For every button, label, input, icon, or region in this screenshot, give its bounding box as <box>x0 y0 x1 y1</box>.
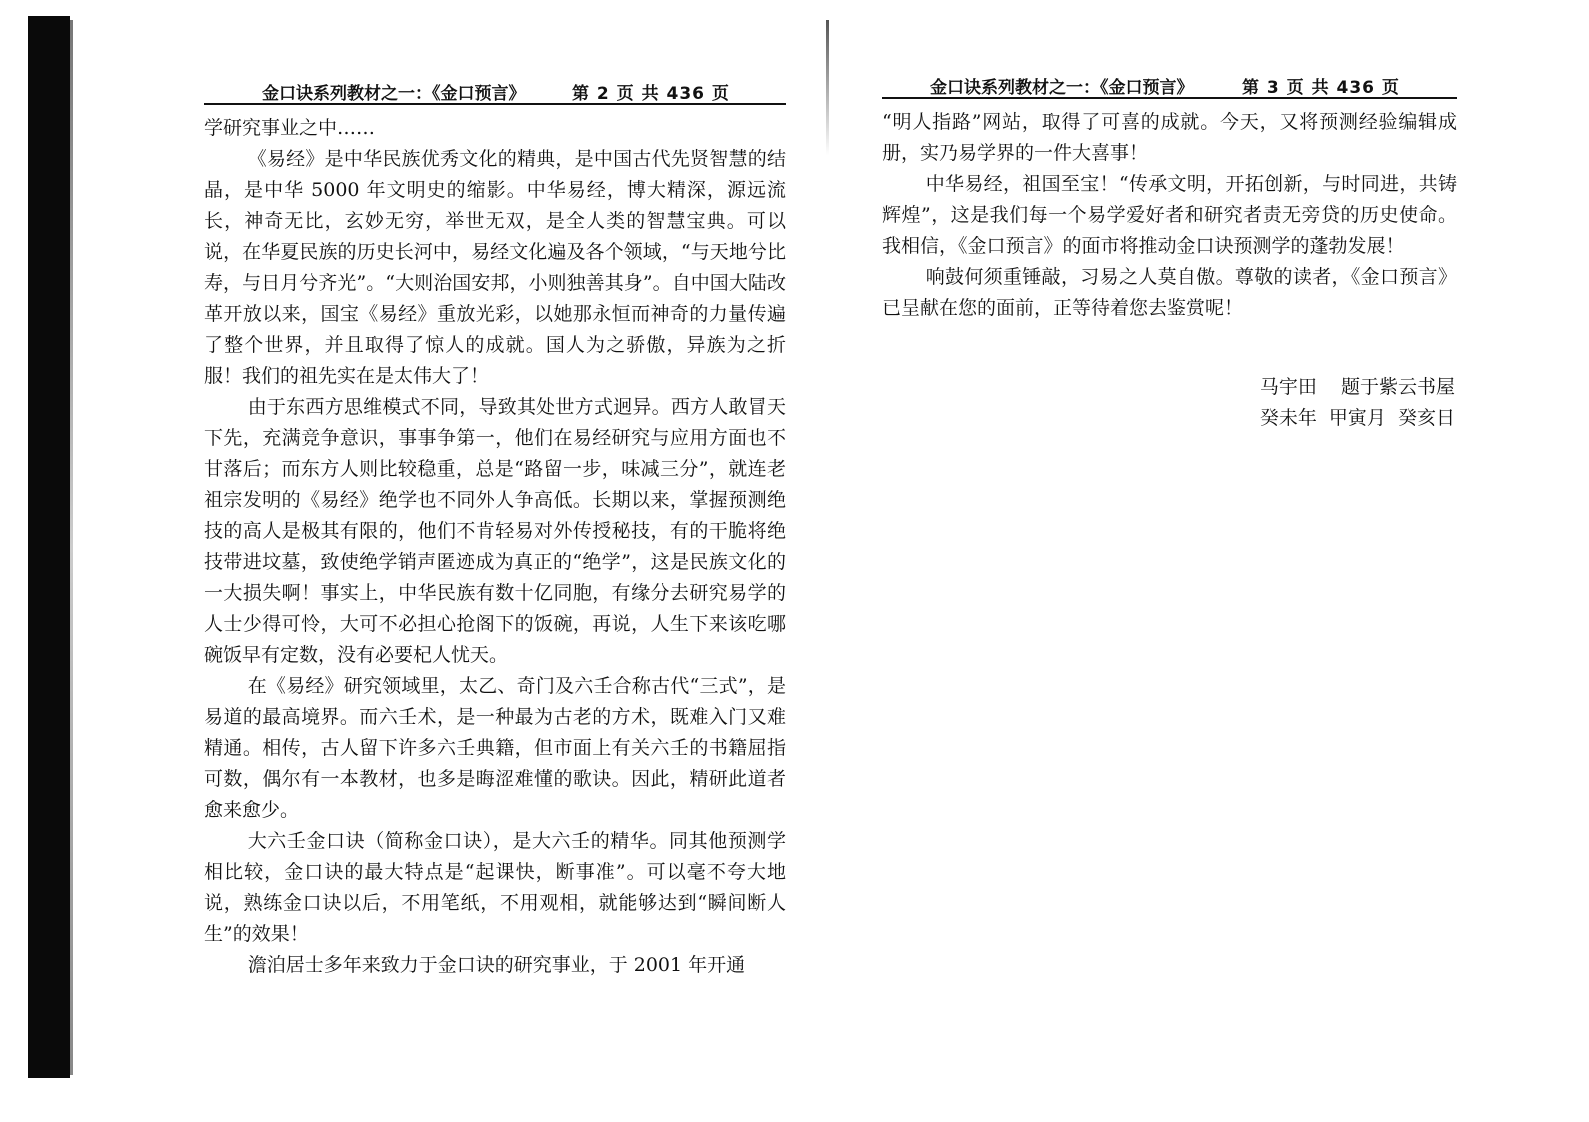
paragraph: 中华易经，祖国至宝！“传承文明，开拓创新，与时同进，共铸辉煌”，这是我们每一个易学爱好者和研究者责无旁贷的历史使命。我相信，《金口预言》的面市将推动金口诀预测学的蓬勃发展！ <box>882 173 1457 257</box>
page-header <box>204 76 786 105</box>
page-body <box>882 107 1457 324</box>
paragraph: 大六壬金口诀（简称金口诀），是大六壬的精华。同其他预测学相比较，金口诀的最大特点是“起课快，断事准”。可以毫不夸大地说，熟练金口诀以后，不用笔纸，不用观相，就能够达到“瞬间断人生”的效果！ <box>204 830 786 945</box>
page-number: 第 2 页 共 436 页 <box>572 84 730 104</box>
signature-date: 癸未年 甲寅月 癸亥日 <box>1259 407 1455 429</box>
page-number: 第 3 页 共 436 页 <box>1242 78 1400 98</box>
paragraph: 在《易经》研究领域里，太乙、奇门及六壬合称古代“三式”，是易道的最高境界。而六壬术，是一种最为古老的方术，既难入门又难精通。相传，古人留下许多六壬典籍，但市面上有关六壬的书籍屈指可数，偶尔有一本教材，也多是晦涩难懂的歌诀。因此，精研此道者愈来愈少。 <box>204 675 786 821</box>
right-page <box>882 70 1457 434</box>
signature-author: 马宇田 题于紫云书屋 <box>1259 376 1455 398</box>
paragraph: 《易经》是中华民族优秀文化的精典，是中国古代先贤智慧的结晶，是中华 5000 年文明史的缩影。中华易经，博大精深，源远流长，神奇无比，玄妙无穷，举世无双，是全人类的智慧宝典。可以说，在华夏民族的历史长河中，易经文化遍及各个领域，“与天地兮比寿，与日月兮齐光”。“大则治国安邦，小则独善其身”。自中国大陆改革开放以来，国宝《易经》重放光彩，以她那永恒而神奇的力量传遍了整个世界，并且取得了惊人的成就。国人为之骄傲，异族为之折服！我们的祖先实在是太伟大了！ <box>204 148 786 387</box>
paragraph: 响鼓何须重锤敲，习易之人莫自傲。尊敬的读者，《金口预言》已呈献在您的面前，正等待着您去鉴赏呢！ <box>882 266 1457 319</box>
left-page <box>204 76 786 981</box>
signature-block <box>882 372 1457 434</box>
series-title: 金口诀系列教材之一：《金口预言》 <box>930 78 1194 98</box>
series-title: 金口诀系列教材之一：《金口预言》 <box>262 84 526 104</box>
paragraph: 学研究事业之中…… <box>204 117 376 139</box>
paragraph: 澹泊居士多年来致力于金口诀的研究事业，于 2001 年开通 <box>247 954 746 976</box>
paragraph: “明人指路”网站，取得了可喜的成就。今天，又将预测经验编辑成册，实乃易学界的一件大喜事！ <box>882 111 1457 164</box>
page-header <box>882 70 1457 99</box>
page-fold-shadow <box>826 20 829 155</box>
page-body <box>204 113 786 981</box>
paragraph: 由于东西方思维模式不同，导致其处世方式迥异。西方人敢冒天下先，充满竞争意识，事事争第一，他们在易经研究与应用方面也不甘落后；而东方人则比较稳重，总是“路留一步，味减三分”，就连老祖宗发明的《易经》绝学也不同外人争高低。长期以来，掌握预测绝技的高人是极其有限的，他们不肯轻易对外传授秘技，有的干脆将绝技带进坟墓，致使绝学销声匿迹成为真正的“绝学”，这是民族文化的一大损失啊！事实上，中华民族有数十亿同胞，有缘分去研究易学的人士少得可怜，大可不必担心抢阁下的饭碗，再说，人生下来该吃哪碗饭早有定数，没有必要杞人忧天。 <box>204 396 786 666</box>
book-spine-shadow <box>28 16 70 1078</box>
book-spine-edge <box>70 20 73 1075</box>
